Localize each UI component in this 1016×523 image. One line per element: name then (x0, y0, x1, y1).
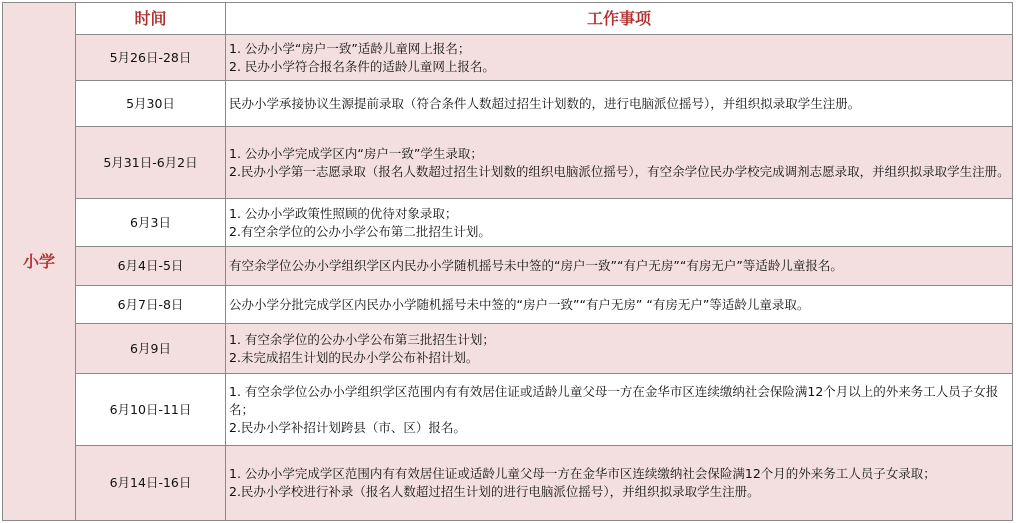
description-cell (226, 374, 1013, 446)
description-line: 2. 民办小学符合报名条件的适龄儿童网上报名。 (229, 58, 495, 74)
description-cell (226, 127, 1013, 199)
description-line: 1. 公办小学完成学区范围内有有效居住证或适龄儿童父母一方在金华市区连续缴纳社会保险满12个月的外来务工人员子女录取； (229, 466, 936, 481)
table-row (3, 247, 1013, 286)
description-line: 2.民办小学校进行补录（报名人数超过招生计划的进行电脑派位摇号），并组织拟录取学生注册。 (229, 484, 760, 499)
date-cell: 6月3日 (76, 199, 226, 247)
table-row (3, 446, 1013, 521)
table-row (3, 127, 1013, 199)
description-line: 1. 有空余学位的公办小学公布第三批招生计划； (229, 331, 495, 347)
description-cell (226, 446, 1013, 521)
category-cell: 小学 (3, 3, 76, 521)
description-line: 有空余学位公办小学组织学区内民办小学随机摇号未中签的“房户一致”“有户无房”“有房无户”等适龄儿童报名。 (229, 258, 843, 273)
date-cell: 5月31日-6月2日 (76, 127, 226, 199)
description-line: 1. 公办小学完成学区内“房户一致”学生录取； (229, 145, 483, 161)
time-header: 时间 (76, 3, 226, 35)
table-row (3, 324, 1013, 374)
description-line: 2.民办小学第一志愿录取（报名人数超过招生计划数的组织电脑派位摇号），有空余学位民办学校完成调剂志愿录取，并组织拟录取学生注册。 (229, 163, 1010, 179)
description-line: 2.未完成招生计划的民办小学公布补招计划。 (229, 349, 479, 365)
items-header: 工作事项 (226, 3, 1013, 35)
table-row (3, 81, 1013, 127)
description-line: 1. 有空余学位公办小学组织学区范围内有有效居住证或适龄儿童父母一方在金华市区连续缴纳社会保险满12个月以上的外来务工人员子女报名； (229, 383, 999, 417)
date-cell: 6月14日-16日 (76, 446, 226, 521)
date-cell: 5月30日 (76, 81, 226, 127)
header-row (3, 3, 1013, 35)
table-row (3, 35, 1013, 81)
description-cell (226, 247, 1013, 286)
description-line: 民办小学承接协议生源提前录取（符合条件人数超过招生计划数的，进行电脑派位摇号），并组织拟录取学生注册。 (229, 95, 861, 111)
date-cell: 6月9日 (76, 324, 226, 374)
date-cell: 6月4日-5日 (76, 247, 226, 286)
description-cell (226, 286, 1013, 324)
table-row (3, 286, 1013, 324)
description-cell (226, 324, 1013, 374)
description-line: 2.民办小学补招计划跨县（市、区）报名。 (229, 419, 466, 435)
date-cell: 5月26日-28日 (76, 35, 226, 81)
description-line: 1. 公办小学“房户一致”适龄儿童网上报名； (229, 40, 471, 56)
description-cell (226, 199, 1013, 247)
description-cell (226, 35, 1013, 81)
description-line: 2.有空余学位的公办小学公布第二批招生计划。 (229, 223, 491, 239)
enrollment-schedule-table (2, 2, 1013, 521)
table-row (3, 374, 1013, 446)
description-cell (226, 81, 1013, 127)
description-line: 1. 公办小学政策性照顾的优待对象录取； (229, 205, 458, 221)
table-row (3, 199, 1013, 247)
date-cell: 6月7日-8日 (76, 286, 226, 324)
date-cell: 6月10日-11日 (76, 374, 226, 446)
description-line: 公办小学分批完成学区内民办小学随机摇号未中签的“房户一致”“有户无房” “有房无户”等适龄儿童录取。 (229, 296, 810, 312)
